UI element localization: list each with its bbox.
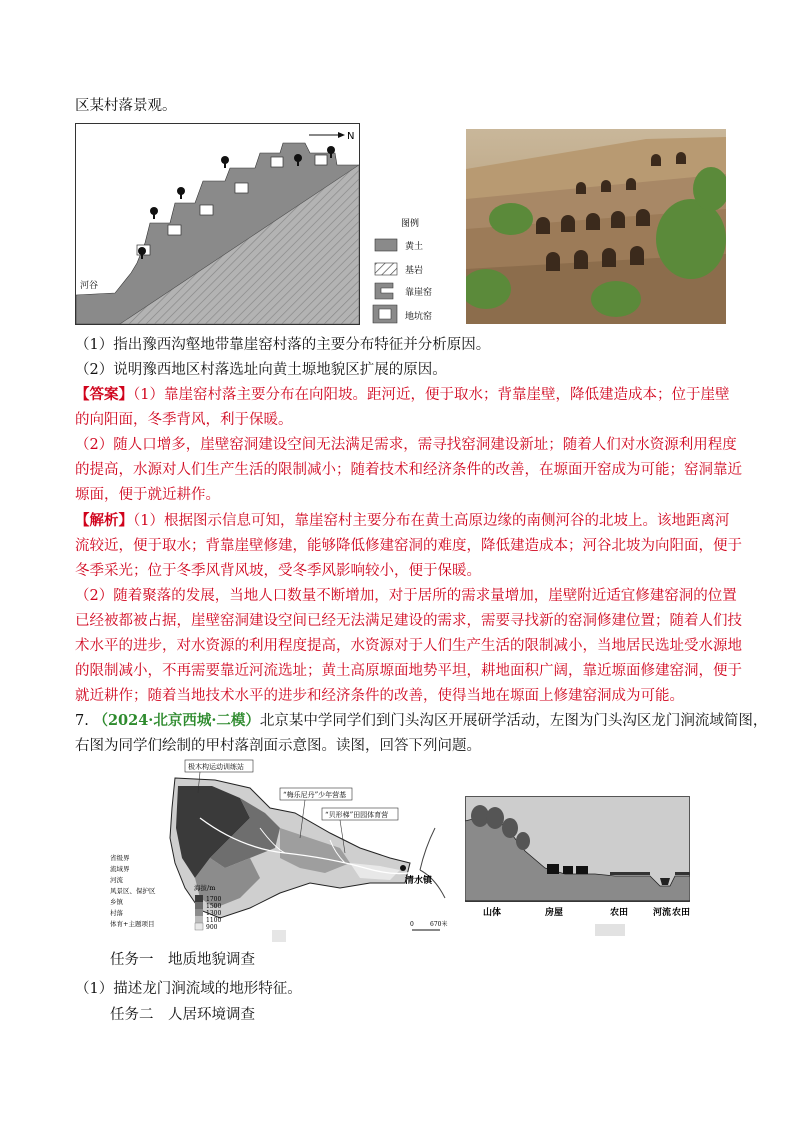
question-7-stem-line-1: 7. （2024·北京西城·二模）北京某中学同学们到门头沟区开展研学活动，左图为门头沟区龙门涧流域简图， — [75, 712, 768, 729]
task-1-heading: 任务一 地质地貌调查 — [110, 952, 255, 968]
task-1-question-1: （1）描述龙门涧流域的地形特征。 — [75, 981, 302, 997]
scale-start: 0 — [410, 921, 414, 928]
cliff-cave-section-diagram — [75, 123, 460, 325]
scale-end: 670米 — [430, 921, 448, 928]
town-label: 清水镇 — [405, 876, 433, 886]
elevation-title: 海拔/m — [194, 884, 216, 892]
map-legend-item-provincial-boundary: 省级界 — [110, 854, 130, 862]
analysis-line-1: 【解析】（1）根据图示信息可知，靠崖窑村主要分布在黄土高原边缘的南侧河谷的北坡上。该地距离河 — [75, 512, 730, 529]
profile-label-houses: 房屋 — [545, 908, 564, 918]
map-legend-item-scenic-area: 风景区、保护区 — [110, 887, 156, 895]
longmenjian-basin-map — [100, 758, 450, 948]
map-legend-item-basin-boundary: 流域界 — [110, 865, 130, 873]
question-7-stem-line-2: 右图为同学们绘制的甲村落剖面示意图。读图，回答下列问题。 — [75, 738, 481, 754]
map-legend-item-village: 村落 — [110, 909, 123, 917]
answer-label: 【答案】 — [75, 386, 133, 403]
analysis-line-8: 就近耕作；随着当地技术水平的进步和经济条件的改善，使得当地在塬面上修建窑洞成为可能。 — [75, 688, 684, 704]
question-6-part-2: （2）说明豫西地区村落选址向黄土塬地貌区扩展的原因。 — [75, 362, 447, 378]
analysis-line-3: 冬季采光；位于冬季风背风坡，受冬季风影响较小，便于保暖。 — [75, 563, 481, 579]
analysis-line-7: 的限制减小，不再需要靠近河流选址；黄土高原塬面地势平坦，耕地面积广阔，靠近塬面修建窑洞，便于 — [75, 663, 742, 679]
profile-label-farmland-2: 农田 — [672, 908, 690, 918]
analysis-line-5: 已经被都被占据，崖壁窑洞建设空间已经无法满足建设的需求，需要寻找新的窑洞修建位置；随着人们技 — [75, 613, 742, 629]
analysis-line-2: 流较近，便于取水；背靠崖壁修建，能够降低修建窑洞的难度，降低建造成本；河谷北坡为向阳面，便于 — [75, 538, 742, 554]
answer-line-3: （2）随人口增多，崖壁窑洞建设空间无法满足需求，需寻找窑洞建设新址；随着人们对水资源利用程度 — [75, 437, 737, 453]
village-profile-diagram — [465, 796, 690, 936]
analysis-line-4: （2）随着聚落的发展，当地人口数量不断增加，对于居所的需求量增加，崖壁附近适宜修建窑洞的位置 — [75, 588, 737, 604]
answer-line-4: 的提高，水源对人们生产生活的限制减小；随着技术和经济条件的改善，在塬面开窑成为可能；窑洞靠近 — [75, 462, 742, 478]
river-valley-label: 河谷 — [80, 281, 99, 291]
profile-label-mountain: 山体 — [483, 908, 502, 918]
answer-line-2: 的向阳面，冬季背风，利于保暖。 — [75, 412, 293, 428]
legend-item-pit-cave: 地坑窑 — [405, 312, 433, 322]
answer-line-5: 塬面，便于就近耕作。 — [75, 487, 220, 503]
profile-label-farmland-1: 农田 — [610, 908, 629, 918]
intro-fragment: 区某村落景观。 — [75, 98, 177, 114]
callout-middle: “梅乐尼丹”少年营基 — [283, 791, 347, 799]
answer-line-1: 【答案】（1）靠崖窑村落主要分布在向阳坡。距河近，便于取水；背靠崖壁，降低建造成本；位于崖壁 — [75, 386, 730, 403]
elevation-value-1300: 1300 — [206, 910, 222, 917]
elevation-value-900: 900 — [206, 924, 218, 931]
legend-item-cliff-cave: 靠崖窑 — [405, 288, 433, 298]
legend-item-loess: 黄土 — [405, 242, 424, 252]
elevation-value-1100: 1100 — [206, 917, 222, 924]
question-source: （2024·北京西城·二模） — [93, 712, 260, 729]
question-number: 7. — [75, 713, 89, 729]
callout-top: 极木构运动训练站 — [188, 763, 244, 771]
cave-village-photo — [466, 129, 726, 324]
analysis-line-6: 术水平的进步，对水资源的利用程度提高，水资源对于人们生产生活的限制减小，当地居民选址受水源地 — [75, 638, 742, 654]
question-6-part-1: （1）指出豫西沟壑地带靠崖窑村落的主要分布特征并分析原因。 — [75, 337, 491, 353]
legend-title: 图例 — [401, 219, 420, 229]
elevation-value-1700: 1700 — [206, 896, 222, 903]
profile-label-river: 河流 — [653, 908, 672, 918]
legend-item-bedrock: 基岩 — [405, 266, 424, 276]
elevation-value-1500: 1500 — [206, 903, 222, 910]
map-legend-item-township: 乡镇 — [110, 898, 123, 906]
analysis-label: 【解析】 — [75, 512, 133, 529]
north-label: N — [347, 131, 355, 142]
task-2-heading: 任务二 人居环境调查 — [110, 1007, 255, 1023]
callout-low: “贝形梯”田园体育营 — [325, 811, 389, 819]
map-legend-item-sports-project: 体育+主题项目 — [110, 920, 155, 928]
map-legend-item-river: 河流 — [110, 876, 123, 884]
